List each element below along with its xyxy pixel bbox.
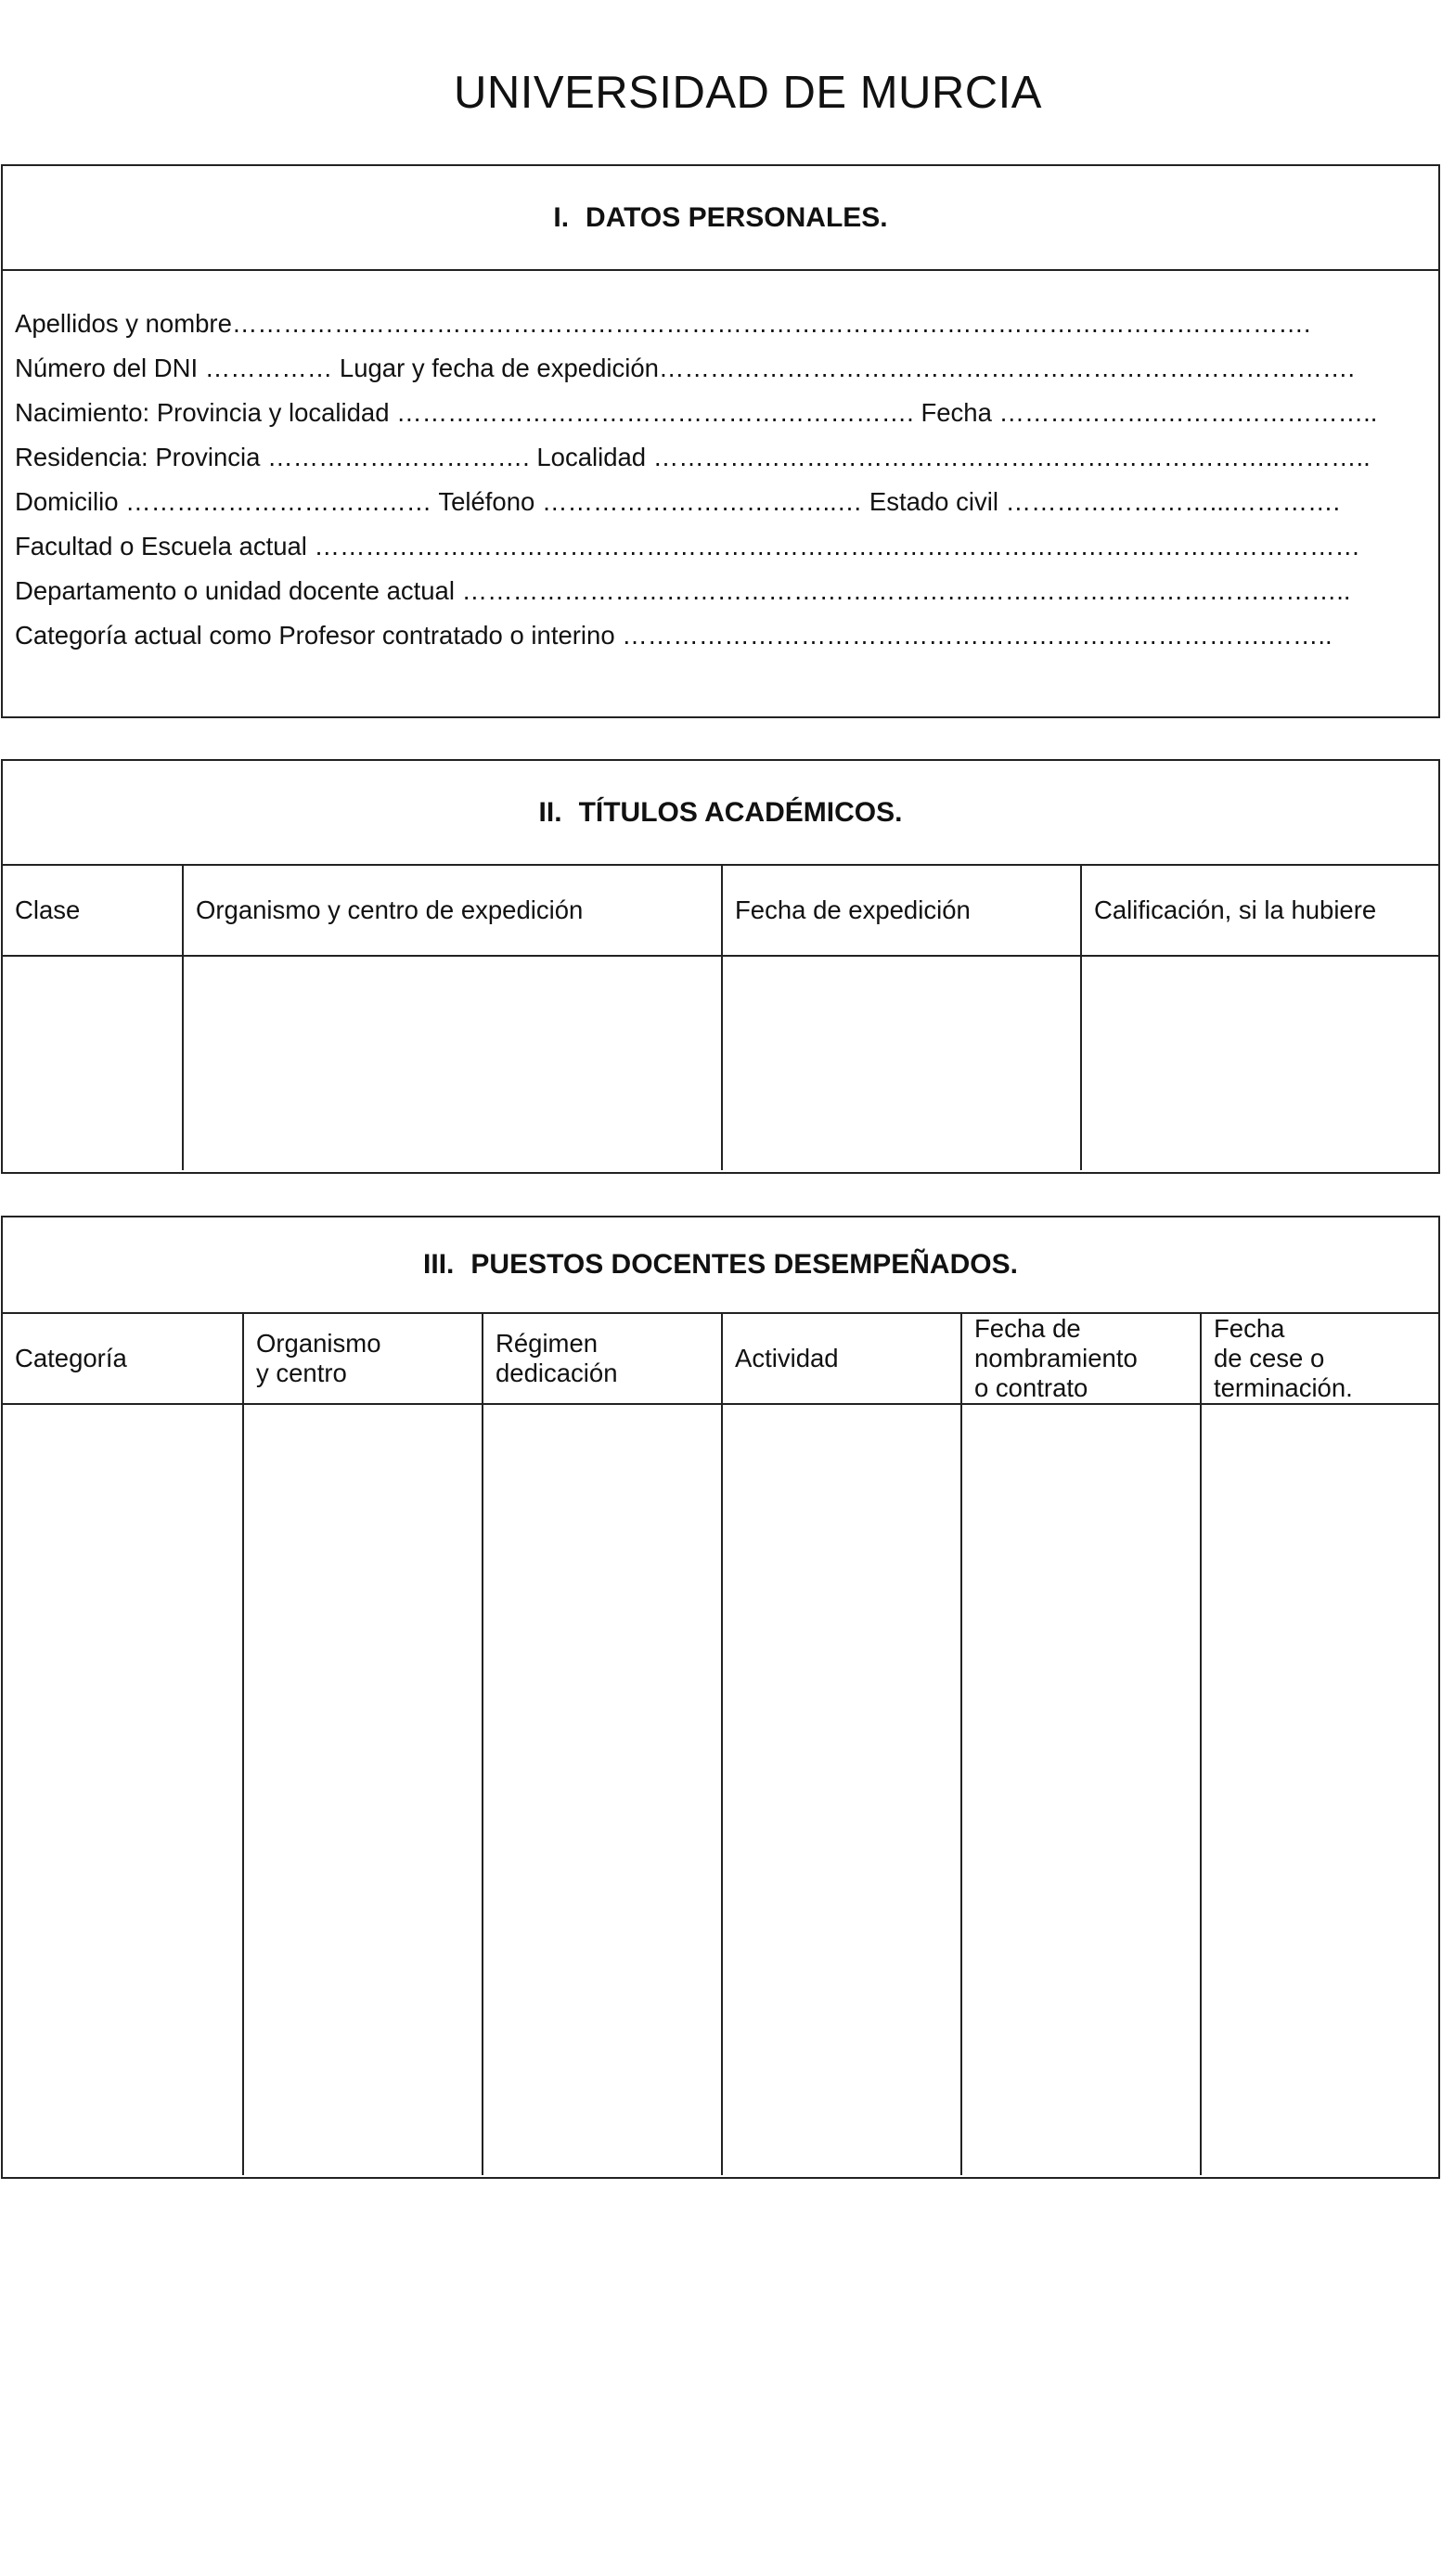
- section-number: I.: [553, 201, 570, 233]
- field-residence[interactable]: Residencia: Provincia …………………………. Localidad ………………………………………………………………..………..: [15, 443, 1371, 471]
- column-header: Fecha de expedición: [722, 866, 1081, 956]
- academic-titles-table: [3, 866, 1438, 1170]
- table-cell-fecha[interactable]: [722, 956, 1081, 1170]
- field-address[interactable]: Domicilio ……………………………… Teléfono ……………………………..… Estado civil ……………………...………….: [15, 487, 1341, 516]
- field-dni[interactable]: Número del DNI …………… Lugar y fecha de expedición……………………………………………………………………….: [15, 354, 1356, 382]
- section-title: DATOS PERSONALES.: [586, 201, 888, 233]
- table-row: [3, 956, 1438, 1170]
- section-number: III.: [423, 1249, 455, 1280]
- section-title: PUESTOS DOCENTES DESEMPEÑADOS.: [470, 1249, 1018, 1280]
- table-row: [3, 1404, 1438, 2175]
- field-birth[interactable]: Nacimiento: Provincia y localidad ……………………………………………………. Fecha ……………….……………………..: [15, 398, 1378, 427]
- personal-data-section: [1, 164, 1440, 718]
- column-header: Calificación, si la hubiere: [1081, 866, 1438, 956]
- table-cell-clase[interactable]: [3, 956, 183, 1170]
- personal-data-heading: [3, 166, 1438, 271]
- column-header: Fecha de nombramiento o contrato: [961, 1314, 1201, 1404]
- table-cell-fecha-nombramiento[interactable]: [961, 1404, 1201, 2175]
- table-header-row: [3, 866, 1438, 956]
- field-department[interactable]: Departamento o unidad docente actual …………………………………………………….……………………………………..: [15, 576, 1351, 605]
- column-header: Régimen dedicación: [483, 1314, 722, 1404]
- teaching-posts-section: [1, 1216, 1440, 2179]
- table-header-row: [3, 1314, 1438, 1404]
- table-cell-fecha-cese[interactable]: [1201, 1404, 1438, 2175]
- column-header: Categoría: [3, 1314, 243, 1404]
- column-header: Organismo y centro: [243, 1314, 483, 1404]
- table-cell-calificacion[interactable]: [1081, 956, 1438, 1170]
- field-full-name[interactable]: Apellidos y nombre……………………………………………………………………………………………………………….: [15, 309, 1311, 338]
- table-cell-organismo[interactable]: [183, 956, 722, 1170]
- column-header: Fecha de cese o terminación.: [1201, 1314, 1438, 1404]
- document-title: UNIVERSIDAD DE MURCIA: [454, 68, 1042, 118]
- teaching-posts-table: [3, 1314, 1438, 2175]
- table-cell-actividad[interactable]: [722, 1404, 961, 2175]
- table-cell-organismo[interactable]: [243, 1404, 483, 2175]
- column-header: Organismo y centro de expedición: [183, 866, 722, 956]
- academic-titles-heading: [3, 761, 1438, 866]
- personal-data-fields: [3, 271, 1438, 663]
- column-header: Clase: [3, 866, 183, 956]
- column-header: Actividad: [722, 1314, 961, 1404]
- academic-titles-section: [1, 759, 1440, 1174]
- field-category[interactable]: Categoría actual como Profesor contratado o interino ………………………………………………………………….……..: [15, 621, 1333, 650]
- section-number: II.: [538, 796, 562, 828]
- field-faculty[interactable]: Facultad o Escuela actual ……………………………………………………………………………………………………………: [15, 532, 1361, 560]
- table-cell-regimen[interactable]: [483, 1404, 722, 2175]
- section-title: TÍTULOS ACADÉMICOS.: [578, 796, 903, 828]
- teaching-posts-heading: [3, 1217, 1438, 1314]
- table-cell-categoria[interactable]: [3, 1404, 243, 2175]
